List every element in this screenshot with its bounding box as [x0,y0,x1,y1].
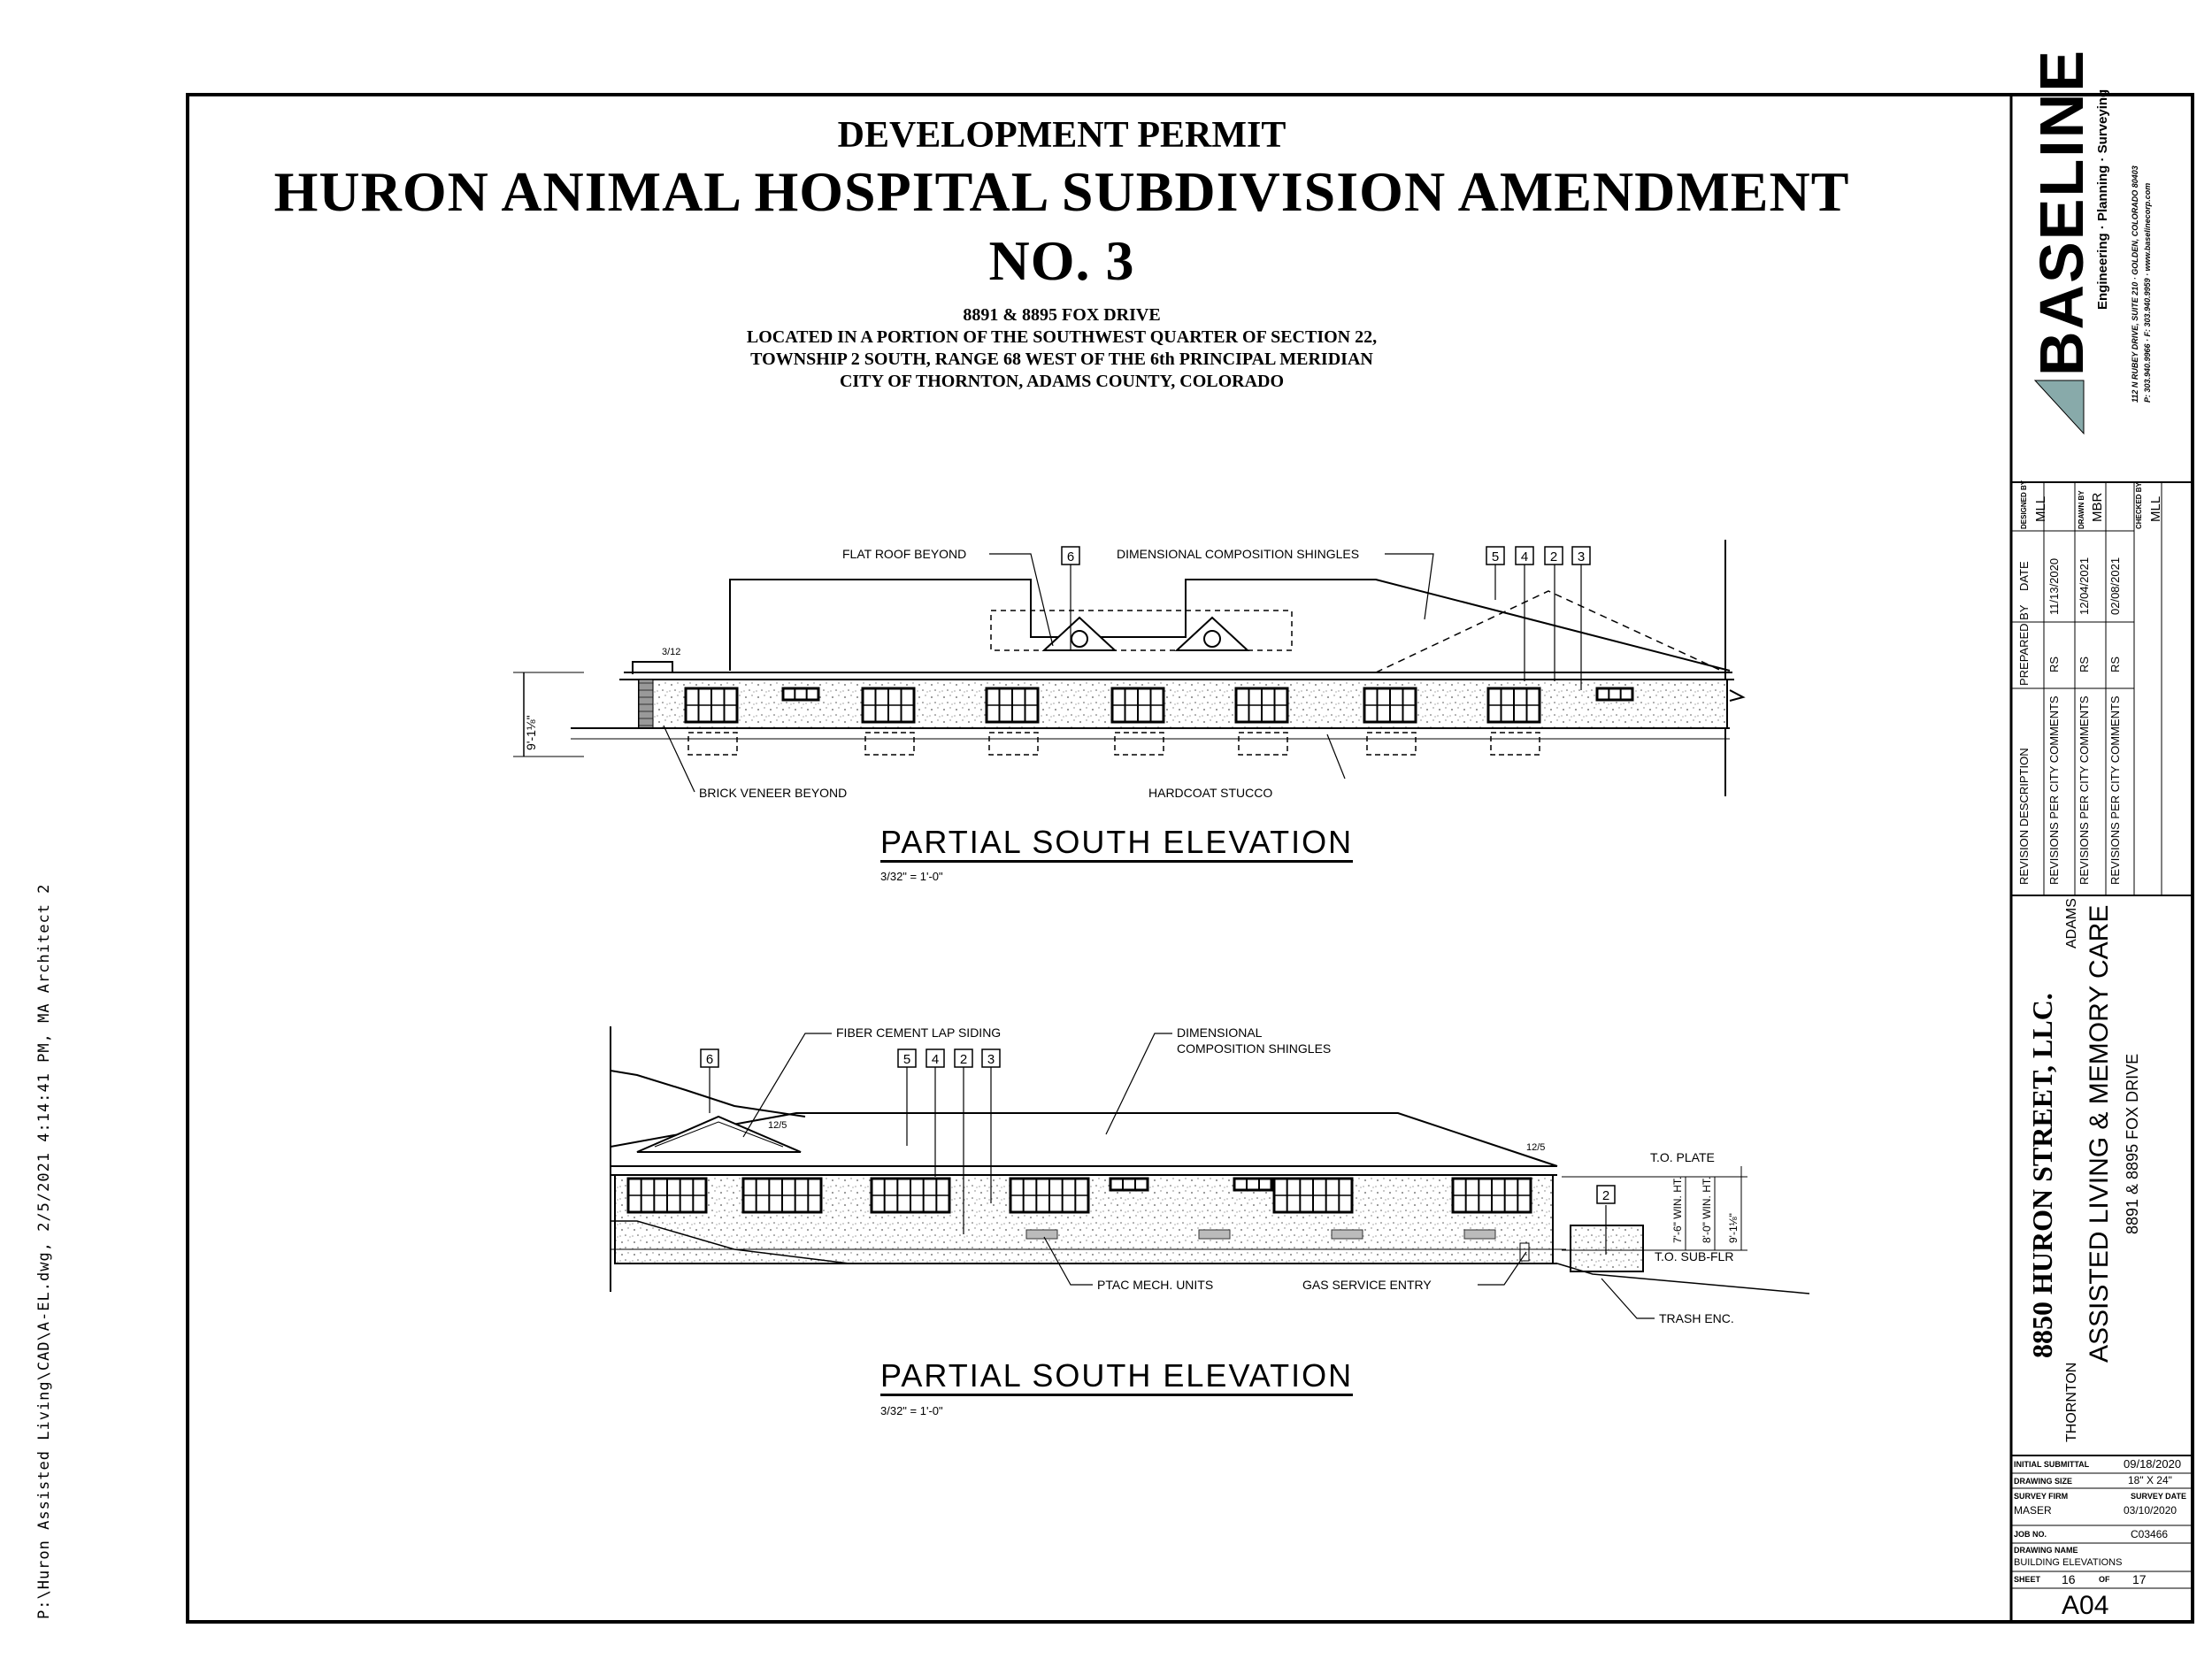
e2-dim-2: 8'-0" WIN. HT. [1701,1176,1713,1243]
firm-logo-text: BASELINE [2027,49,2096,376]
drawing-name: BUILDING ELEVATIONS [2014,1557,2123,1568]
rev-2-date: 12/04/2021 [2078,557,2091,615]
drawn-by-label: DRAWN BY [2078,490,2085,529]
e1-tag-6: 6 [1066,549,1075,565]
e2-dim-1: 7'-6" WIN. HT. [1671,1176,1684,1243]
e1-flat-roof-label: FLAT ROOF BEYOND [842,547,967,561]
rev-3-prepared: RS [2108,656,2122,672]
job-no-label: JOB NO. [2014,1530,2047,1539]
e2-ptac-label: PTAC MECH. UNITS [1097,1278,1214,1292]
e2-to-plate-label: T.O. PLATE [1650,1150,1715,1164]
e2-tag-6: 6 [705,1052,714,1067]
drawing-name-label: DRAWING NAME [2014,1546,2078,1555]
legal-line-3: CITY OF THORNTON, ADAMS COUNTY, COLORADO [839,372,1285,391]
e1-tag-2: 2 [1549,549,1558,565]
e2-pitch-2: 12/5 [1526,1142,1546,1153]
rev-3-date: 02/08/2021 [2108,557,2122,615]
e2-siding-label: FIBER CEMENT LAP SIDING [836,1025,1002,1040]
job-no: C03466 [2131,1528,2169,1540]
designed-by-label: DESIGNED BY [2020,480,2028,529]
e1-tag-3: 3 [1577,549,1586,565]
e2-trash-label: TRASH ENC. [1659,1311,1734,1325]
e2-to-subflr-label: T.O. SUB-FLR [1655,1249,1734,1263]
e1-brick-label: BRICK VENEER BEYOND [699,786,848,800]
permit-title: DEVELOPMENT PERMIT [837,115,1286,156]
drawn-by: MBR [2090,492,2105,522]
e2-gas-label: GAS SERVICE ENTRY [1302,1278,1432,1292]
e1-shingles-label: DIMENSIONAL COMPOSITION SHINGLES [1117,547,1360,561]
e2-tag-5: 5 [902,1052,911,1067]
baseline-logo-mark [2035,380,2084,434]
elevation-1-scale: 3/32" = 1'-0" [880,870,943,883]
e1-tag-5: 5 [1491,549,1500,565]
e2-shingles-label-2: COMPOSITION SHINGLES [1177,1041,1332,1056]
survey-date-label: SURVEY DATE [2131,1492,2187,1501]
rev-2-prepared: RS [2078,656,2091,672]
designed-by: MLL [2033,495,2048,522]
initial-submittal: 09/18/2020 [2124,1457,2182,1471]
sheet-of-label: OF [2099,1575,2110,1584]
firm-address: 112 N RUBEY DRIVE, SUITE 210 · GOLDEN, COLORADO 80403 [2131,165,2139,403]
drawing-size-label: DRAWING SIZE [2014,1477,2073,1486]
sheet-id: A04 [2062,1591,2109,1620]
elevation-2-scale: 3/32" = 1'-0" [880,1404,943,1417]
e2-tag-4: 4 [931,1052,940,1067]
subdivision-title: HURON ANIMAL HOSPITAL SUBDIVISION AMENDMENT NO. 3 [273,160,1850,292]
survey-firm-label: SURVEY FIRM [2014,1492,2069,1501]
checked-by-label: CHECKED BY [2135,482,2143,529]
e2-tag-3: 3 [987,1052,995,1067]
initial-submittal-label: INITIAL SUBMITTAL [2014,1460,2090,1469]
project-county: ADAMS [2064,898,2079,949]
e2-tag-2b: 2 [1601,1188,1610,1203]
site-address: 8891 & 8895 FOX DRIVE [963,305,1161,325]
sheet-label: SHEET [2014,1575,2041,1584]
checked-by: MLL [2148,495,2163,522]
rev-3-description: REVISIONS PER CITY COMMENTS [2108,695,2122,885]
e2-shingles-label-1: DIMENSIONAL [1177,1025,1263,1040]
rev-1-prepared: RS [2047,656,2061,672]
e1-pitch: 3/12 [662,647,681,657]
firm-contact: P: 303.940.9966 · F: 303.940.9959 · www.baselinecorp.com [2143,182,2152,403]
project-name: ASSISTED LIVING & MEMORY CARE [2085,904,2114,1363]
e2-dim-3: 9'-1⅛" [1727,1213,1740,1243]
e1-dim: 9'-1⅛" [524,715,538,750]
e2-pitch-1: 12/5 [768,1120,787,1131]
rev-2-description: REVISIONS PER CITY COMMENTS [2078,695,2091,885]
file-path-stamp: P:\Huron Assisted Living\CAD\A-EL.dwg, 2/5/2021 4:14:41 PM, MA Architect 2 [35,883,53,1619]
rev-header-date: DATE [2017,561,2031,591]
elevation-2-title: PARTIAL SOUTH ELEVATION [880,1358,1353,1396]
sheet-total: 17 [2132,1572,2147,1586]
e1-tag-4: 4 [1520,549,1529,565]
project-owner: 8850 HURON STREET, LLC. [2026,993,2058,1358]
survey-firm: MASER [2014,1504,2052,1517]
rev-1-date: 11/13/2020 [2047,557,2061,615]
sheet-number: 16 [2062,1572,2076,1586]
legal-line-1: LOCATED IN A PORTION OF THE SOUTHWEST QUARTER OF SECTION 22, [746,327,1378,347]
survey-date: 03/10/2020 [2124,1504,2177,1517]
project-city: THORNTON [2064,1362,2079,1442]
rev-header-prepared: PREPARED BY [2017,604,2031,686]
rev-1-description: REVISIONS PER CITY COMMENTS [2047,695,2061,885]
elevation-1-title: PARTIAL SOUTH ELEVATION [880,825,1353,863]
firm-services: Engineering · Planning · Surveying [2095,88,2110,310]
rev-header-description: REVISION DESCRIPTION [2017,748,2031,885]
e2-tag-2: 2 [959,1052,968,1067]
legal-line-2: TOWNSHIP 2 SOUTH, RANGE 68 WEST OF THE 6th PRINCIPAL MERIDIAN [750,349,1373,369]
e1-stucco-label: HARDCOAT STUCCO [1148,786,1273,800]
drawing-size: 18" X 24" [2128,1474,2172,1486]
project-address: 8891 & 8895 FOX DRIVE [2124,1053,2141,1234]
